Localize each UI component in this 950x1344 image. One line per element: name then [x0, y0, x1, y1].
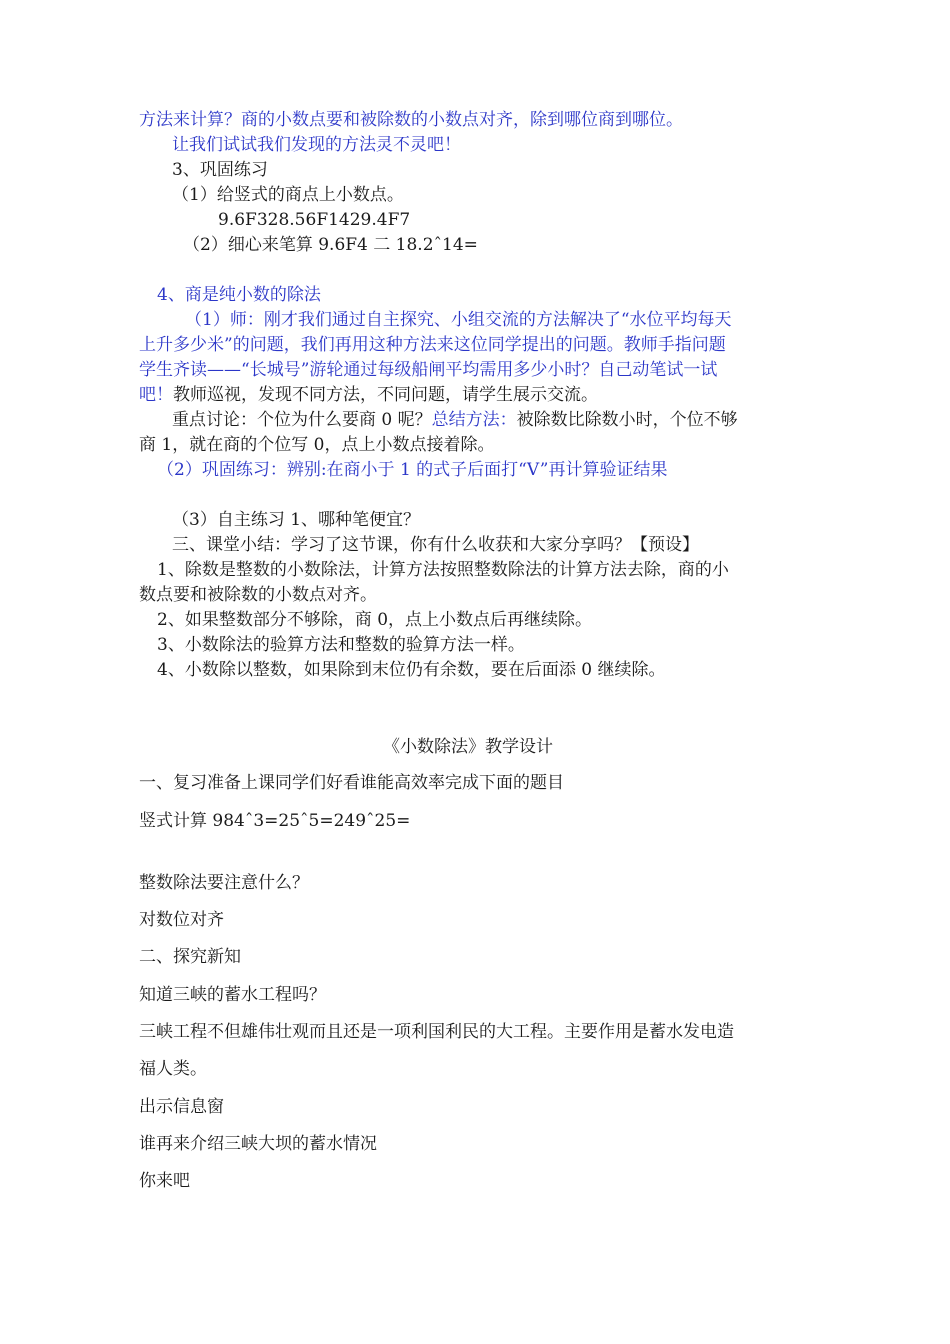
text-span: 被除数比除数小时，个位不够: [516, 410, 738, 430]
text-line: 三峡工程不但雄伟壮观而且还是一项利国利民的大工程。主要作用是蓄水发电造: [139, 1022, 734, 1042]
text-line: 让我们试试我们发现的方法灵不灵吧！: [172, 135, 461, 155]
text-line: 竖式计算 984ˆ3=25ˆ5=249ˆ25=: [139, 811, 411, 831]
text-span: 重点讨论：个位为什么要商 0 呢？: [172, 410, 432, 430]
text-line: 9.6F328.56F1429.4F7: [218, 210, 411, 230]
text-span: 总结方法：: [431, 410, 517, 430]
text-line: （1）师：刚才我们通过自主探究、小组交流的方法解决了“水位平均每天: [185, 310, 732, 330]
text-line: 福人类。: [139, 1059, 207, 1079]
text-line: 3、小数除法的验算方法和整数的验算方法一样。: [157, 635, 525, 655]
text-line: 上升多少米”的问题，我们再用这种方法来这位同学提出的问题。教师手指问题: [139, 335, 726, 355]
text-line: 你来吧: [139, 1171, 190, 1191]
text-line: 2、如果整数部分不够除，商 0，点上小数点后再继续除。: [157, 610, 593, 630]
text-line: （1）给竖式的商点上小数点。: [172, 185, 404, 205]
text-line: 1、除数是整数的小数除法，计算方法按照整数除法的计算方法去除，商的小: [157, 560, 729, 580]
section-heading: 三、课堂小结：学习了这节课，你有什么收获和大家分享吗？【预设】: [172, 535, 699, 555]
text-line: 4、小数除以整数，如果除到末位仍有余数，要在后面添 0 继续除。: [157, 660, 666, 680]
text-span: 教师巡视，发现不同方法，不同问题，请学生展示交流。: [173, 385, 598, 405]
page-title: 《小数除法》教学设计: [383, 737, 553, 757]
text-line: 谁再来介绍三峡大坝的蓄水情况: [139, 1134, 377, 1154]
text-line: 整数除法要注意什么？: [139, 873, 309, 893]
section-heading: 一、复习准备上课同学们好看谁能高效率完成下面的题目: [139, 773, 564, 793]
text-line: 出示信息窗: [139, 1097, 224, 1117]
text-line: （3）自主练习 1、哪种笔便宜？: [172, 510, 421, 530]
text-line: 数点要和被除数的小数点对齐。: [139, 585, 377, 605]
text-line: 对数位对齐: [139, 910, 224, 930]
text-line: 知道三峡的蓄水工程吗？: [139, 985, 326, 1005]
text-line: 方法来计算？商的小数点要和被除数的小数点对齐，除到哪位商到哪位。: [139, 110, 683, 130]
text-line: 商 1，就在商的个位写 0，点上小数点接着除。: [139, 435, 495, 455]
text-line: [139, 383, 598, 407]
section-heading: 3、巩固练习: [172, 160, 268, 180]
text-line: [172, 408, 738, 432]
text-line: 学生齐读——“长城号”游轮通过每级船闸平均需用多少小时？自己动笔试一试: [139, 360, 718, 380]
text-line: （2）巩固练习：辨别:在商小于 1 的式子后面打“V”再计算验证结果: [157, 460, 668, 480]
section-heading: 4、商是纯小数的除法: [157, 285, 321, 305]
text-span: 吧！: [139, 385, 173, 405]
section-heading: 二、探究新知: [139, 947, 241, 967]
text-line: （2）细心来笔算 9.6F4 二 18.2ˆ14=: [183, 235, 478, 255]
